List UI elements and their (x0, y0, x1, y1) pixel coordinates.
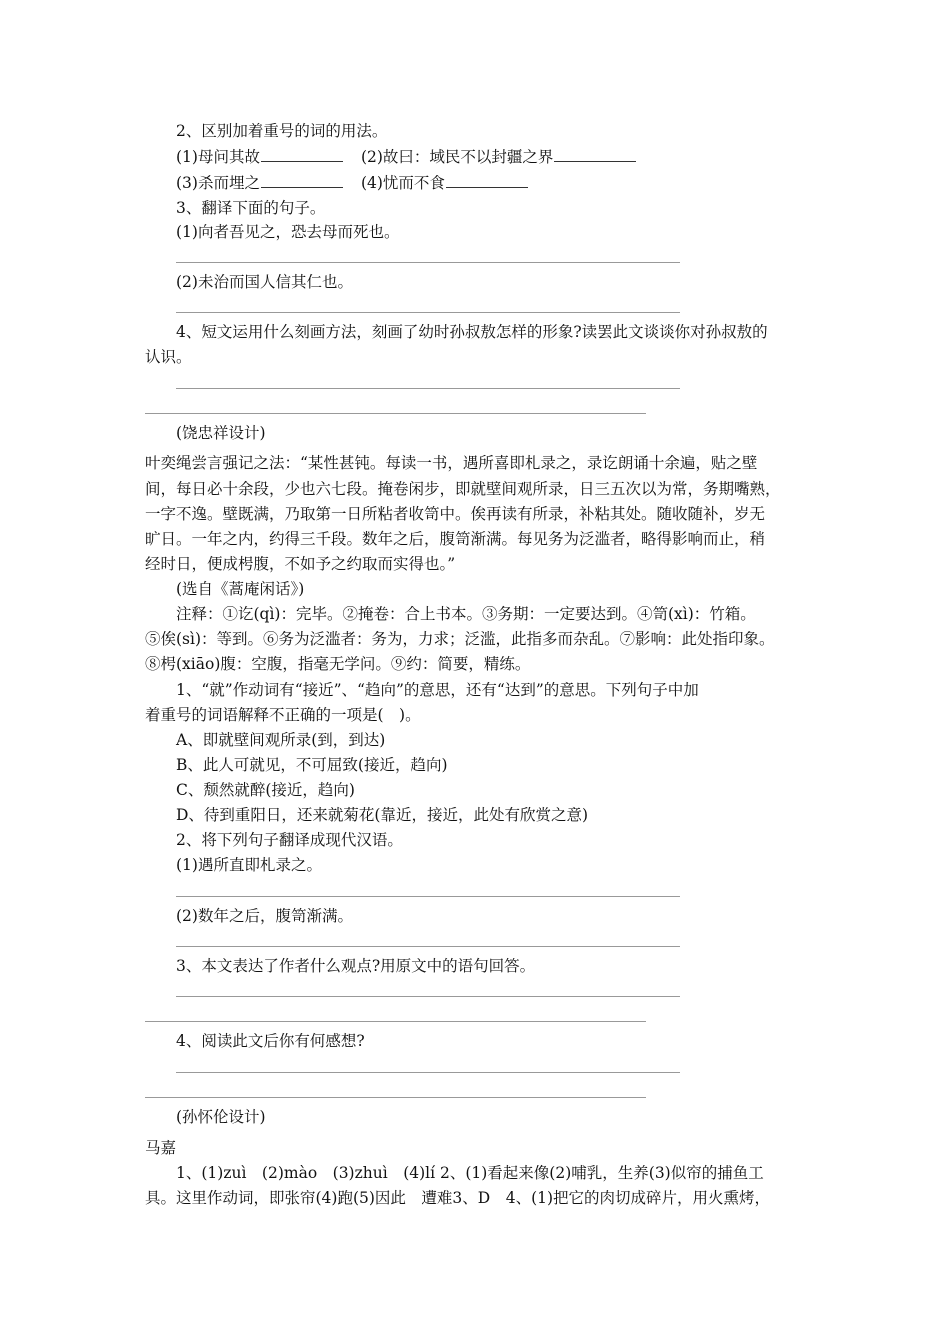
passage-line: 间，每日必十余段，少也六七段。掩卷闲步，即就壁间观所录，日三五次以为常，务期嘴熟， (145, 480, 781, 498)
answer-line[interactable] (176, 946, 680, 947)
question-4-line-1: 4、短文运用什么刻画方法，刻画了幼时孙叔敖怎样的形象?读罢此文谈谈你对孙叔敖的 (176, 323, 768, 341)
question-3-item-1: (1)向者吾见之，恐去母而死也。 (176, 223, 400, 241)
question-1-line-1: 1、“就”作动词有“接近”、“趋向”的意思，还有“达到”的意思。下列句子中加 (176, 681, 699, 699)
designer-credit: (饶忠祥设计) (176, 424, 266, 442)
question-2-item-1: (1)母问其故 (176, 148, 260, 166)
option-c: C、颓然就醉(接近，趋向) (176, 781, 355, 799)
passage-line: 叶奕绳尝言强记之法：“某性甚钝。每读一书，遇所喜即札录之，录讫朗诵十余遍，贴之壁 (145, 454, 758, 472)
option-a: A、即就壁间观所录(到，到达) (176, 731, 386, 749)
question-4-line-2: 认识。 (145, 348, 192, 366)
question-2-title: 2、区别加着重号的词的用法。 (176, 122, 388, 140)
question-2-row-1 (176, 145, 636, 169)
answer-line[interactable] (145, 1021, 646, 1022)
question-4-title: 4、阅读此文后你有何感想? (176, 1032, 365, 1050)
answers-line-1: 1、(1)zuì (2)mào (3)zhuì (4)lí 2、(1)看起来像(2)哺乳，生养(3)似帘的捕鱼工 (176, 1164, 764, 1182)
answer-blank[interactable] (554, 147, 636, 162)
question-2-row-2 (176, 171, 528, 195)
designer-credit: (孙怀伦设计) (176, 1108, 266, 1126)
note-line: ⑤俟(sì)：等到。⑥务为泛滥者：务为，力求；泛滥，此指多而杂乱。⑦影响：此处指印象。 (145, 630, 775, 648)
answer-line[interactable] (145, 413, 646, 414)
note-line: ⑧枵(xiāo)腹：空腹，指毫无学问。⑨约：简要，精练。 (145, 655, 531, 673)
answer-line[interactable] (176, 312, 680, 313)
passage-line: 旷日。一年之内，约得三千段。数年之后，腹笥渐满。每见务为泛滥者，略得影响而止，稍 (145, 530, 766, 548)
option-b: B、此人可就见，不可屈致(接近，趋向) (176, 756, 448, 774)
question-2-item-2: (2)数年之后，腹笥渐满。 (176, 907, 353, 925)
answer-blank[interactable] (446, 173, 528, 188)
question-2-item-1: (1)遇所直即札录之。 (176, 856, 322, 874)
question-3-title: 3、本文表达了作者什么观点?用原文中的语句回答。 (176, 957, 536, 975)
answers-line-2: 具。这里作动词，即张帘(4)跑(5)因此 遭难3、D 4、(1)把它的肉切成碎片，用火熏烤， (145, 1189, 771, 1207)
answer-line[interactable] (176, 262, 680, 263)
question-1-line-2: 着重号的词语解释不正确的一项是( )。 (145, 706, 421, 724)
answer-line[interactable] (145, 1097, 646, 1098)
note-line: 注释：①讫(qì)：完毕。②掩卷：合上书本。③务期：一定要达到。④笥(xì)：竹箱。 (176, 605, 756, 623)
question-3-title: 3、翻译下面的句子。 (176, 199, 326, 217)
answer-line[interactable] (176, 996, 680, 997)
answer-blank[interactable] (261, 147, 343, 162)
answer-blank[interactable] (261, 173, 343, 188)
passage-line: 一字不逸。壁既满，乃取第一日所粘者收笥中。俟再读有所录，补粘其处。随收随补，岁无 (145, 505, 766, 523)
question-2-item-4: (4)忧而不食 (360, 174, 445, 192)
question-2-item-2: (2)故曰：域民不以封疆之界 (360, 148, 554, 166)
question-2-item-3: (3)杀而埋之 (176, 174, 260, 192)
option-d: D、待到重阳日，还来就菊花(靠近，接近，此处有欣赏之意) (176, 806, 589, 824)
answer-line[interactable] (176, 896, 680, 897)
question-3-item-2: (2)未治而国人信其仁也。 (176, 273, 353, 291)
answer-line[interactable] (176, 388, 680, 389)
question-2-title: 2、将下列句子翻译成现代汉语。 (176, 831, 403, 849)
answer-line[interactable] (176, 1072, 680, 1073)
passage-source: (选自《蒿庵闲话》) (176, 580, 305, 598)
passage-line: 经时日，便成枵腹，不如予之约取而实得也。” (145, 555, 456, 573)
answers-heading: 马嘉 (145, 1139, 177, 1157)
